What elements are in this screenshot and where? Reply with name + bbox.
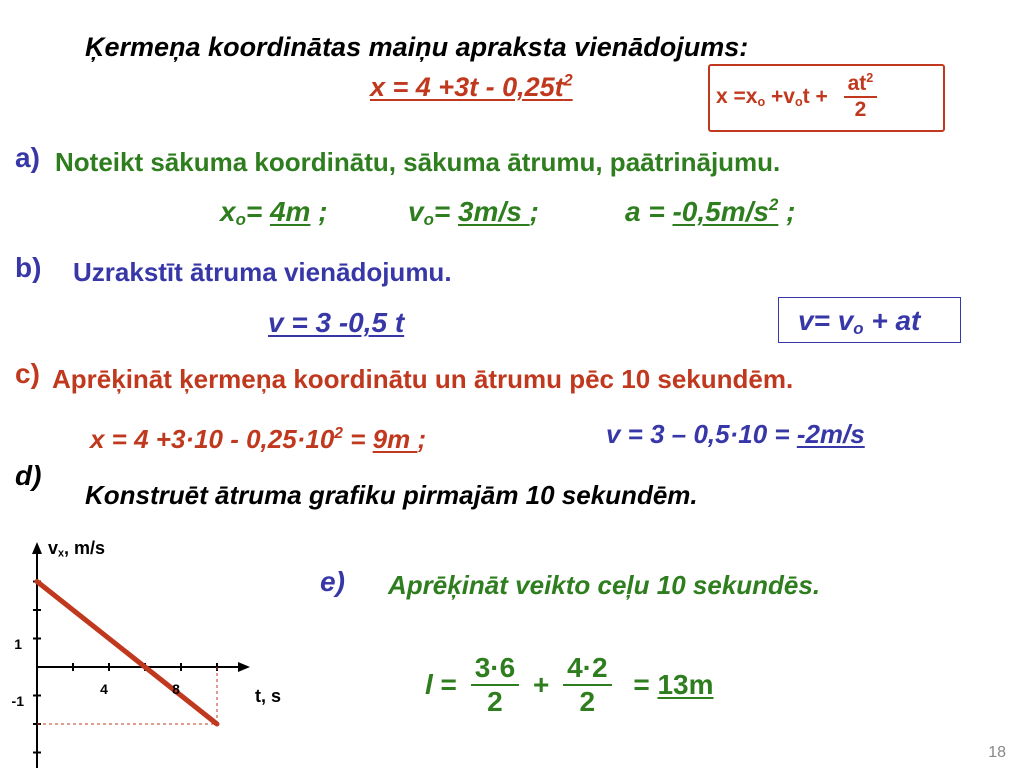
a-sup: 2 <box>768 195 779 215</box>
path-l: l <box>425 669 433 700</box>
graph-y-label-v: v <box>48 538 59 558</box>
formula-v-sub: o <box>794 95 803 110</box>
part-a-task: Noteikt sākuma koordinātu, sākuma ātrumu, paātrinājumu. <box>55 147 781 177</box>
graph-y-axis-arrow <box>32 542 42 554</box>
formula-t-plus: t + <box>802 85 834 108</box>
x-end: ; <box>417 424 427 454</box>
path-plus: + <box>532 669 550 700</box>
path-eq: = <box>432 669 457 700</box>
fraction-2-num: 4·2 <box>563 652 611 686</box>
graph-y-label <box>48 538 105 559</box>
part-a-label: a) <box>15 142 40 173</box>
page-title: Ķermeņa koordinātas maiņu apraksta vienādojums: <box>85 32 749 62</box>
x0-eq: = <box>245 196 270 227</box>
sep-2: ; <box>529 196 539 227</box>
x-calc: x = 4 +3·10 - 0,25·10 <box>90 424 335 454</box>
formula-x: x =x <box>716 85 758 108</box>
part-c-label: c) <box>15 358 40 389</box>
formula-fraction <box>844 72 878 122</box>
coordinate-calc <box>90 424 426 455</box>
part-d-label: d) <box>15 460 42 491</box>
fraction-2 <box>563 652 611 718</box>
part-b-label: b) <box>15 252 42 283</box>
graph-y-label-rest: , m/s <box>64 538 106 558</box>
v0-sub: o <box>423 210 434 230</box>
x0-prefix: x <box>220 196 236 227</box>
path-result: 13m <box>657 669 714 700</box>
formula-plus-v: +v <box>765 85 795 108</box>
x-eq: = <box>342 424 373 454</box>
path-calculation <box>425 652 714 718</box>
fraction-1 <box>471 652 519 718</box>
graph-tick-label-y-1: 1 <box>14 636 22 652</box>
part-c-task: Aprēķināt ķermeņa koordinātu un ātrumu pēc 10 sekundēm. <box>52 364 794 394</box>
page-number: 18 <box>988 744 1006 761</box>
graph-x-axis-arrow <box>238 662 250 672</box>
velocity-formula <box>798 305 920 337</box>
part-d-task: Konstruēt ātruma grafiku pirmajām 10 sekundēm. <box>85 480 698 510</box>
v0-value: 3m/s <box>457 196 530 227</box>
graph-tick-label-y-minus-1: -1 <box>11 693 24 709</box>
x0-value: 4m <box>269 196 311 227</box>
formula-den: 2 <box>854 98 867 121</box>
sep-1: ; <box>310 196 328 227</box>
part-b-task: Uzrakstīt ātruma vienādojumu. <box>73 257 452 287</box>
graph-tick-label-x-8: 8 <box>172 681 180 697</box>
x0-sub: o <box>235 210 246 230</box>
graph-tick-label-x-4: 4 <box>100 681 108 697</box>
sep-3: ; <box>778 196 796 227</box>
part-a-accel <box>625 196 795 228</box>
graph-x-label: t, s <box>255 686 282 706</box>
path-eq2: = <box>633 669 658 700</box>
part-a-v0 <box>408 196 539 228</box>
x-calc-sup: 2 <box>334 424 343 442</box>
velocity-formula-v: v= v <box>798 305 854 336</box>
velocity-formula-rest: + at <box>863 305 921 336</box>
velocity-equation: v = 3 -0,5 t <box>268 307 405 338</box>
graph-line <box>37 582 217 725</box>
main-equation-text: x = 4 +3t - 0,25t <box>370 72 564 102</box>
velocity-graph <box>0 530 310 768</box>
v0-eq: = <box>433 196 458 227</box>
velocity-calc <box>606 419 865 450</box>
x-result: 9m <box>372 424 418 454</box>
fraction-1-den: 2 <box>487 686 503 717</box>
main-equation <box>370 72 573 103</box>
formula-x-sub: o <box>757 95 766 110</box>
v0-prefix: v <box>408 196 424 227</box>
formula-box-content <box>716 72 877 122</box>
graph-axes <box>32 542 250 768</box>
main-equation-sup: 2 <box>563 71 573 90</box>
formula-num: at <box>847 72 867 95</box>
fraction-1-num: 3·6 <box>471 652 519 686</box>
v-calc: v = 3 – 0,5·10 = <box>606 419 797 449</box>
graph-guides <box>37 667 217 724</box>
part-e-task: Aprēķināt veikto ceļu 10 sekundēs. <box>388 570 821 600</box>
v-result: -2m/s <box>796 419 865 449</box>
part-a-values <box>220 196 328 228</box>
a-prefix: a = <box>625 196 673 227</box>
velocity-line <box>37 582 217 725</box>
graph-y-label-sub: x <box>58 547 65 560</box>
a-value: $-0,5m/s^2$ <box>672 195 779 227</box>
part-e-label: e) <box>320 566 345 597</box>
velocity-formula-sub: o <box>853 319 864 339</box>
fraction-2-den: 2 <box>579 686 596 717</box>
formula-num-sup: 2 <box>866 70 874 85</box>
